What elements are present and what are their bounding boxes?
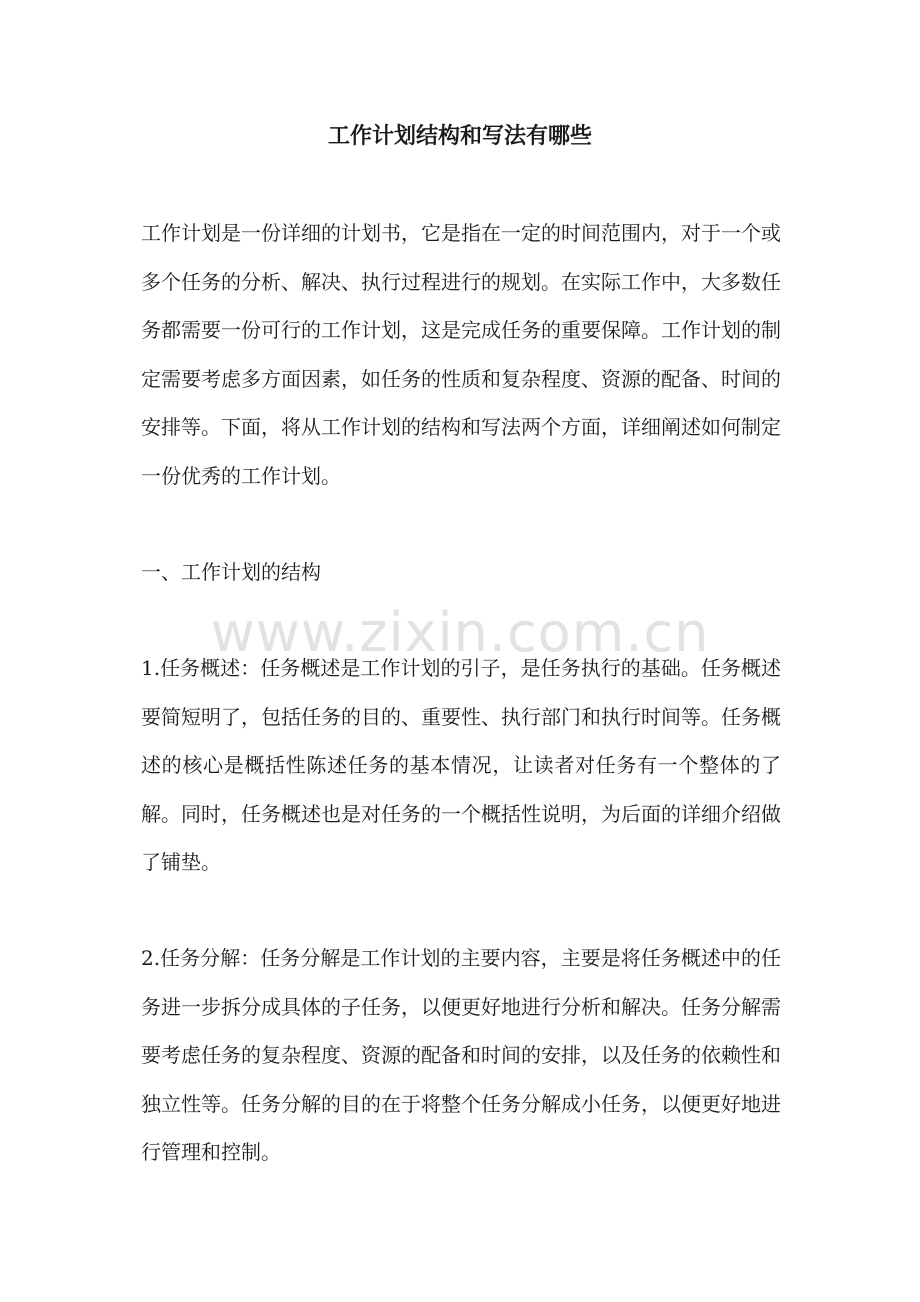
document-title: 工作计划结构和写法有哪些: [327, 123, 592, 149]
intro-paragraph: 工作计划是一份详细的计划书，它是指在一定的时间范围内，对于一个或多个任务的分析、解决、执行过程进行的规划。在实际工作中，大多数任务都需要一份可行的工作计划，这是完成任务的重要保障。工作计划的制定需要考虑多方面因素，如任务的性质和复杂程度、资源的配备、时间的安排等。下面，将从工作计划的结构和写法两个方面，详细阐述如何制定一份优秀的工作计划。: [141, 221, 781, 488]
section-heading: 一、工作计划的结构: [141, 560, 321, 584]
task-overview-paragraph: 1.任务概述：任务概述是工作计划的引子，是任务执行的基础。任务概述要简短明了，包括任务的目的、重要性、执行部门和执行时间等。任务概述的核心是概括性陈述任务的基本情况，让读者对任务有一个整体的了解。同时，任务概述也是对任务的一个概括性说明，为后面的详细介绍做了铺垫。: [141, 656, 781, 874]
task-breakdown-paragraph: 2.任务分解：任务分解是工作计划的主要内容，主要是将任务概述中的任务进一步拆分成具体的子任务，以便更好地进行分析和解决。任务分解需要考虑任务的复杂程度、资源的配备和时间的安排，以及任务的依赖性和独立性等。任务分解的目的在于将整个任务分解成小任务，以便更好地进行管理和控制。: [141, 946, 781, 1164]
watermark: www.zixin.com.cn: [210, 601, 710, 664]
